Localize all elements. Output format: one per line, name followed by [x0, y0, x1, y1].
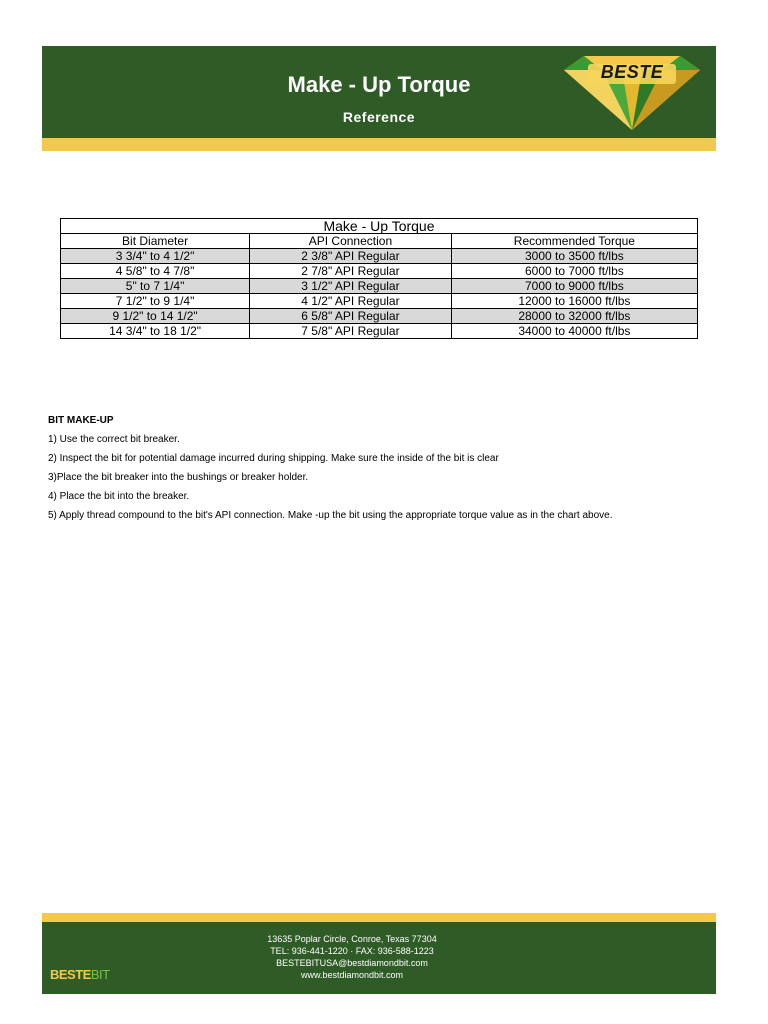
bit-makeup-notes	[48, 411, 728, 525]
column-header: API Connection	[250, 234, 452, 249]
notes-heading: BIT MAKE-UP	[48, 415, 114, 426]
table-row	[61, 324, 698, 339]
note-item: 1) Use the correct bit breaker.	[48, 434, 180, 445]
footer-logo	[50, 967, 110, 982]
table-cell: 4 1/2" API Regular	[250, 294, 452, 309]
table-cell: 7 1/2" to 9 1/4"	[61, 294, 250, 309]
table-cell: 5" to 7 1/4"	[61, 279, 250, 294]
table-row	[61, 294, 698, 309]
note-item: 5) Apply thread compound to the bit's API connection. Make -up the bit using the appropriate torque value as in the chart above.	[48, 510, 613, 521]
table-title-row	[61, 219, 698, 234]
email-line: BESTEBITUSA@bestdiamondbit.com	[276, 958, 428, 968]
table-cell: 28000 to 32000 ft/lbs	[451, 309, 697, 324]
table-row	[61, 264, 698, 279]
note-item: 4) Place the bit into the breaker.	[48, 491, 190, 502]
note-item: 3)Place the bit breaker into the bushings or breaker holder.	[48, 472, 309, 483]
column-header: Bit Diameter	[61, 234, 250, 249]
table-header-row	[61, 234, 698, 249]
table-row	[61, 279, 698, 294]
table-row	[61, 249, 698, 264]
table-cell: 6000 to 7000 ft/lbs	[451, 264, 697, 279]
table-cell: 9 1/2" to 14 1/2"	[61, 309, 250, 324]
footer-logo-bit: BIT	[90, 967, 110, 982]
table-cell: 7000 to 9000 ft/lbs	[451, 279, 697, 294]
address-line: 13635 Poplar Circle, Conroe, Texas 77304	[267, 934, 437, 944]
table-cell: 14 3/4" to 18 1/2"	[61, 324, 250, 339]
logo-text: BESTE	[600, 62, 664, 82]
contact-info	[42, 933, 662, 981]
website-line: www.bestdiamondbit.com	[300, 970, 404, 980]
page-title: Make - Up Torque	[287, 72, 471, 97]
table-cell: 4 5/8" to 4 7/8"	[61, 264, 250, 279]
table-cell: 34000 to 40000 ft/lbs	[451, 324, 697, 339]
note-item: 2) Inspect the bit for potential damage incurred during shipping. Make sure the inside of the bit is clear	[48, 453, 499, 464]
phone-line: TEL: 936-441-1220 · FAX: 936-588-1223	[270, 946, 434, 956]
header-stripe	[42, 138, 716, 151]
table-title: Make - Up Torque	[61, 219, 698, 234]
header-banner	[42, 46, 716, 138]
table-row	[61, 309, 698, 324]
table-cell: 6 5/8" API Regular	[250, 309, 452, 324]
beste-logo	[562, 52, 702, 130]
page-subtitle: Reference	[342, 109, 416, 125]
torque-table	[60, 218, 698, 339]
column-header: Recommended Torque	[451, 234, 697, 249]
table-cell: 3000 to 3500 ft/lbs	[451, 249, 697, 264]
table-cell: 3 3/4" to 4 1/2"	[61, 249, 250, 264]
footer-banner	[42, 922, 716, 994]
footer-stripe	[42, 913, 716, 922]
table-cell: 2 7/8" API Regular	[250, 264, 452, 279]
footer-logo-beste: BESTE	[50, 967, 91, 982]
table-cell: 2 3/8" API Regular	[250, 249, 452, 264]
table-cell: 7 5/8" API Regular	[250, 324, 452, 339]
table-cell: 12000 to 16000 ft/lbs	[451, 294, 697, 309]
table-cell: 3 1/2" API Regular	[250, 279, 452, 294]
